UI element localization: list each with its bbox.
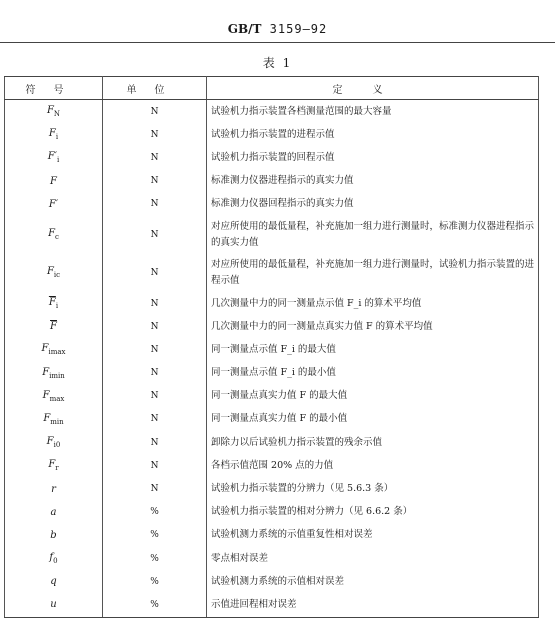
definition-cell: 试验机力指示装置的相对分辨力（见 6.6.2 条） <box>207 501 539 524</box>
symbol-subscript: i <box>56 156 60 165</box>
definition-cell: 同一测量点真实力值 F 的最大值 <box>207 385 539 408</box>
symbol-subscript: 0 <box>53 557 58 566</box>
definition-cell: 几次测量中力的同一测量点示值 F_i 的算术平均值 <box>207 292 539 315</box>
table-row <box>5 547 539 570</box>
symbol-cell <box>5 146 103 169</box>
symbol-subscript: r <box>55 464 59 473</box>
unit-cell: N <box>103 385 207 408</box>
definition-cell: 几次测量中力的同一测量点真实力值 F 的算术平均值 <box>207 315 539 338</box>
symbol-base: a <box>50 506 57 518</box>
unit-cell: N <box>103 146 207 169</box>
table-row <box>5 146 539 169</box>
unit-cell: N <box>103 170 207 193</box>
symbol-base: F <box>50 175 57 187</box>
symbol-subscript: imax <box>48 348 66 357</box>
symbol-subscript: i0 <box>53 441 61 450</box>
standard-number: 3159—92 <box>269 22 328 36</box>
table-row <box>5 524 539 547</box>
definition-cell: 标准测力仪器回程指示的真实力值 <box>207 193 539 216</box>
definitions-table <box>4 76 539 618</box>
unit-cell: N <box>103 216 207 254</box>
symbol-cell <box>5 454 103 477</box>
symbol-base: q <box>50 576 57 588</box>
symbol-cell <box>5 385 103 408</box>
symbol-cell <box>5 501 103 524</box>
table-row <box>5 170 539 193</box>
unit-cell: % <box>103 570 207 593</box>
symbol-cell <box>5 477 103 500</box>
unit-cell: N <box>103 292 207 315</box>
definition-cell: 对应所使用的最低量程，补充施加一组力进行测量时，试验机力指示装置的进程示值 <box>207 254 539 292</box>
column-header-unit: 单位 <box>103 77 207 100</box>
symbol-cell <box>5 593 103 617</box>
table-row <box>5 123 539 146</box>
unit-cell: N <box>103 477 207 500</box>
definition-cell: 各档示值范围 20% 点的力值 <box>207 454 539 477</box>
symbol-cell <box>5 547 103 570</box>
symbol-cell <box>5 524 103 547</box>
symbol-base: F <box>48 459 56 471</box>
symbol-subscript: c <box>55 233 59 242</box>
unit-cell: % <box>103 501 207 524</box>
symbol-cell <box>5 216 103 254</box>
symbol-subscript: max <box>49 394 65 403</box>
table-row <box>5 193 539 216</box>
definition-cell: 试验机测力系统的示值相对误差 <box>207 570 539 593</box>
symbol-base: F <box>48 128 56 140</box>
table-title: 表 1 <box>262 56 293 70</box>
table-row <box>5 315 539 338</box>
definition-cell: 零点相对误差 <box>207 547 539 570</box>
symbol-base: F <box>41 343 49 355</box>
definition-cell: 标准测力仪器进程指示的真实力值 <box>207 170 539 193</box>
table-row <box>5 501 539 524</box>
symbol-base: F <box>48 228 56 240</box>
symbol-base: F <box>42 366 50 378</box>
table-row <box>5 100 539 124</box>
column-header-definition: 定义 <box>207 77 539 100</box>
definition-cell: 试验机力指示装置的进程示值 <box>207 123 539 146</box>
definition-cell: 卸除力以后试验机力指示装置的残余示值 <box>207 431 539 454</box>
symbol-subscript: i <box>55 133 59 142</box>
table-row <box>5 477 539 500</box>
table-row <box>5 292 539 315</box>
table-row <box>5 216 539 254</box>
symbol-cell <box>5 338 103 361</box>
symbol-base: b <box>50 529 57 541</box>
definition-cell: 同一测量点真实力值 F 的最小值 <box>207 408 539 431</box>
definition-cell: 同一测量点示值 F_i 的最小值 <box>207 362 539 385</box>
symbol-subscript: min <box>50 417 64 426</box>
table-row <box>5 570 539 593</box>
table-row <box>5 431 539 454</box>
symbol-base: f <box>49 552 54 564</box>
symbol-base: F′ <box>48 198 59 210</box>
definition-cell: 试验机力指示装置各档测量范围的最大容量 <box>207 100 539 124</box>
symbol-cell <box>5 362 103 385</box>
unit-cell: N <box>103 408 207 431</box>
table-row <box>5 362 539 385</box>
unit-cell: % <box>103 593 207 617</box>
symbol-base: $\overline{F}$ <box>50 321 57 333</box>
symbol-subscript: N <box>53 110 61 119</box>
table-row <box>5 254 539 292</box>
table-row <box>5 593 539 617</box>
symbol-base: F <box>46 266 54 278</box>
table-row <box>5 338 539 361</box>
definition-cell: 对应所使用的最低量程，补充施加一组力进行测量时，标准测力仪器进程指示的真实力值 <box>207 216 539 254</box>
unit-cell: N <box>103 315 207 338</box>
unit-cell: N <box>103 431 207 454</box>
symbol-cell <box>5 170 103 193</box>
definition-cell: 试验机测力系统的示值重复性相对误差 <box>207 524 539 547</box>
symbol-cell <box>5 570 103 593</box>
symbol-base: F <box>46 105 54 117</box>
symbol-base: r <box>51 483 56 495</box>
symbol-cell <box>5 408 103 431</box>
symbol-cell <box>5 315 103 338</box>
symbol-cell <box>5 292 103 315</box>
table-row <box>5 454 539 477</box>
symbol-subscript: i <box>55 302 59 311</box>
symbol-cell <box>5 254 103 292</box>
symbol-base: $\overline{F}$ <box>48 297 56 309</box>
definition-cell: 同一测量点示值 F_i 的最大值 <box>207 338 539 361</box>
symbol-subscript: ic <box>53 271 61 280</box>
column-header-symbol: 符号 <box>5 77 103 100</box>
definition-cell: 试验机力指示装置的分辨力（见 5.6.3 条） <box>207 477 539 500</box>
header-rule <box>0 42 555 43</box>
symbol-cell <box>5 100 103 124</box>
symbol-cell <box>5 193 103 216</box>
definition-cell: 示值进回程相对误差 <box>207 593 539 617</box>
symbol-subscript: imin <box>49 371 65 380</box>
unit-cell: % <box>103 524 207 547</box>
symbol-base: u <box>50 599 57 611</box>
standard-code: GB/T <box>227 22 262 36</box>
unit-cell: N <box>103 193 207 216</box>
table-header-row <box>5 77 539 100</box>
table-row <box>5 408 539 431</box>
standard-header <box>0 22 555 36</box>
unit-cell: % <box>103 547 207 570</box>
symbol-base: F <box>43 412 51 424</box>
unit-cell: N <box>103 254 207 292</box>
symbol-base: F′ <box>47 151 57 163</box>
unit-cell: N <box>103 362 207 385</box>
symbol-cell <box>5 123 103 146</box>
table-row <box>5 385 539 408</box>
symbol-base: F <box>42 389 50 401</box>
unit-cell: N <box>103 338 207 361</box>
definition-cell: 试验机力指示装置的回程示值 <box>207 146 539 169</box>
unit-cell: N <box>103 123 207 146</box>
unit-cell: N <box>103 454 207 477</box>
symbol-base: F <box>46 436 54 448</box>
unit-cell: N <box>103 100 207 124</box>
symbol-cell <box>5 431 103 454</box>
